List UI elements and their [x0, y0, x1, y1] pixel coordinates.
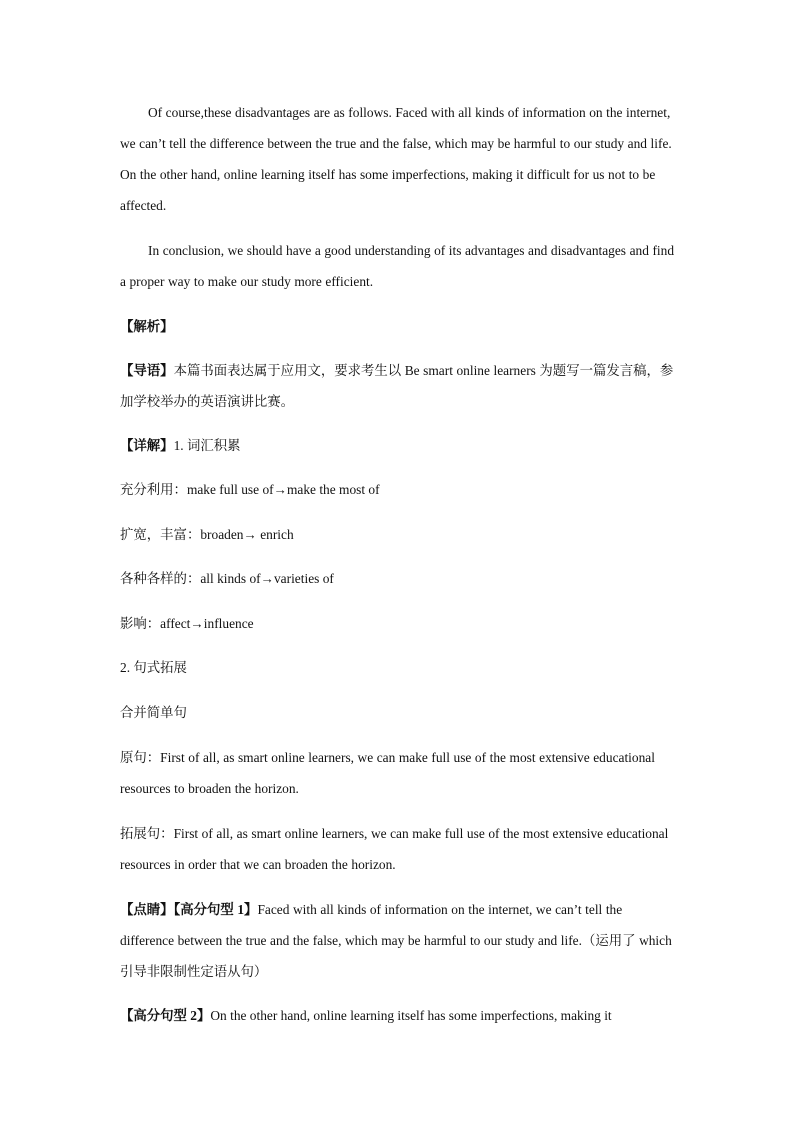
original-label: 原句：: [120, 750, 161, 765]
original-text: First of all, as smart online learners, we can make full use of the most extensive educational resources to broaden the horizon.: [120, 750, 655, 796]
pattern2-label: 【高分句型 2】: [120, 1008, 211, 1023]
pattern2-line: [120, 1006, 680, 1026]
vocab-item: [120, 480, 680, 500]
expanded-sentence: [120, 818, 676, 880]
detail-text: 1. 词汇积累: [173, 438, 241, 453]
detail-label: 【详解】: [120, 438, 174, 453]
guide-paragraph: [120, 355, 676, 417]
highlight-text: Faced with all kinds of information on the internet, we can’t tell the difference between the true and the false, which may be harmful to our study and life.（运用了 which 引导非限制性定语从句）: [120, 902, 672, 979]
original-sentence: [120, 742, 676, 804]
detail-line: [120, 436, 680, 456]
highlight-paragraph: [120, 894, 676, 987]
vocab-cn: 影响：: [120, 616, 161, 631]
vocab-item: [120, 569, 680, 589]
vocab-en: make full use of→make the most of: [186, 482, 380, 497]
vocab-item: [120, 525, 680, 545]
highlight-label: 【点睛】【高分句型 1】: [120, 902, 258, 917]
guide-label: 【导语】: [120, 363, 174, 378]
essay-paragraph-disadvantages: Of course,these disadvantages are as follows. Faced with all kinds of information on the internet, we can’t tell the difference between the true and the false, which may be harmful to our study and life. On the other hand, online learning itself has some imperfections, making it difficult for us not to be affected.: [120, 105, 672, 213]
expanded-text: First of all, as smart online learners, we can make full use of the most extensive educational resources in order that we can broaden the horizon.: [120, 826, 669, 872]
pattern2-text: On the other hand, online learning itself has some imperfections, making it: [210, 1008, 612, 1023]
vocab-cn: 充分利用：: [120, 482, 187, 497]
vocab-item: [120, 614, 680, 634]
essay-paragraph-conclusion: In conclusion, we should have a good understanding of its advantages and disadvantages and find a proper way to make our study more efficient.: [120, 243, 675, 289]
vocab-en: all kinds of→varieties of: [200, 571, 334, 586]
vocab-cn: 扩宽，丰富：: [120, 527, 201, 542]
expanded-label: 拓展句：: [120, 826, 174, 841]
analysis-heading: 【解析】: [120, 319, 174, 334]
section2-heading: 2. 句式拓展: [120, 660, 187, 675]
vocab-en: broaden→ enrich: [200, 527, 294, 542]
vocab-cn: 各种各样的：: [120, 571, 201, 586]
guide-text: 本篇书面表达属于应用文，要求考生以 Be smart online learners 为题写一篇发言稿，参加学校举办的英语演讲比赛。: [120, 363, 674, 409]
merge-title: 合并简单句: [120, 705, 187, 720]
vocab-en: affect→influence: [160, 616, 254, 631]
